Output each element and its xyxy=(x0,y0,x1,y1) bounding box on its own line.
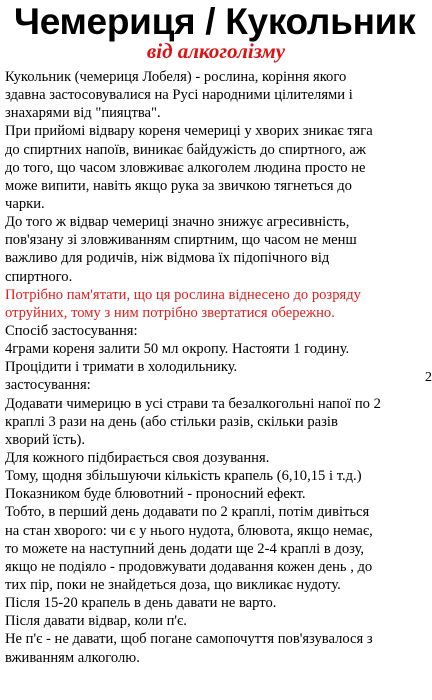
stray-mark: 2 xyxy=(425,370,432,385)
body-line: Тому, щодня збільшуючи кількість крапель (6,10,15 і т.д.) xyxy=(5,468,362,485)
body-line: спиртного. xyxy=(5,268,73,285)
body-line: чарки. xyxy=(5,195,45,212)
section-heading-usage: Спосіб застосування: xyxy=(5,322,138,339)
body-line: важливо для родичів, ніж відмова їх підопічного від xyxy=(5,250,330,267)
body-line: може випити, навіть якщо рука за звичкою тягнеться до xyxy=(5,177,352,194)
warning-line: Потрібно пам'ятати, що ця рослина віднесено до розряду xyxy=(5,286,361,303)
warning-line: отруйних, тому з ним потрібно звертатися обережно. xyxy=(5,304,335,321)
body-line: Показником буде блювотний - проносний ефект. xyxy=(5,486,306,503)
body-line: до спиртних напоїв, виникає байдужість до спиртного, аж xyxy=(5,141,366,158)
body-line: До того ж відвар чемериці значно знижує агресивність, xyxy=(5,214,350,231)
body-line: якщо не подіяло - продовжувати додавання кожен день , до xyxy=(5,558,373,575)
body-line: Додавати чимерицю в усі страви та безалкогольні напої по 2 xyxy=(5,395,381,412)
document-subtitle: від алкоголізму xyxy=(146,39,286,63)
body-line: При прийомі відвару кореня чемериці у хворих зникає тяга xyxy=(5,123,373,140)
body-line: Після 15-20 крапель в день давати не варто. xyxy=(5,595,277,612)
body-line: краплі 3 рази на день (або стільки разів, скільки разів xyxy=(5,413,338,430)
body-line: пов'язану зі зловживанням спиртним, що часом не менш xyxy=(5,232,357,249)
body-line: Не п'є - не давати, щоб погане самопочуття пов'язувалося з xyxy=(5,631,373,648)
document-body xyxy=(5,68,432,667)
body-line: Кукольник (чемериця Лобеля) - рослина, коріння якого xyxy=(5,69,347,85)
body-line: то можете на наступний день додати ще 2-4 краплі в дозу, xyxy=(5,540,365,557)
body-line: на стан хворого: чи є у нього нудота, блювота, якщо немає, xyxy=(5,522,373,539)
body-line: Для кожного підбирається своя дозування. xyxy=(5,449,270,466)
body-line: знахарями від "пияцтва". xyxy=(5,105,161,122)
body-line: 4грами кореня залити 50 мл окропу. Настояти 1 годину. xyxy=(5,341,350,358)
body-line: Тобто, в перший день додавати по 2 краплі, потім дивіться xyxy=(5,504,370,521)
body-line: Після давати відвар, коли п'є. xyxy=(5,613,187,630)
body-line: хворий їсть). xyxy=(5,431,86,448)
document-title: Чемериця / Кукольник xyxy=(14,1,416,42)
body-line: здавна застосовувалися на Русі народними цілителями і xyxy=(5,87,353,104)
section-heading-application: застосування: xyxy=(5,377,91,394)
body-line: тих пір, поки не знайдеться доза, що викликає нудоту. xyxy=(5,576,341,593)
body-line: до того, що часом зловживає алкоголем людина просто не xyxy=(5,159,366,176)
body-line: вживанням алкоголю. xyxy=(5,649,140,666)
body-line: Процідити і тримати в холодильнику. xyxy=(5,359,238,376)
